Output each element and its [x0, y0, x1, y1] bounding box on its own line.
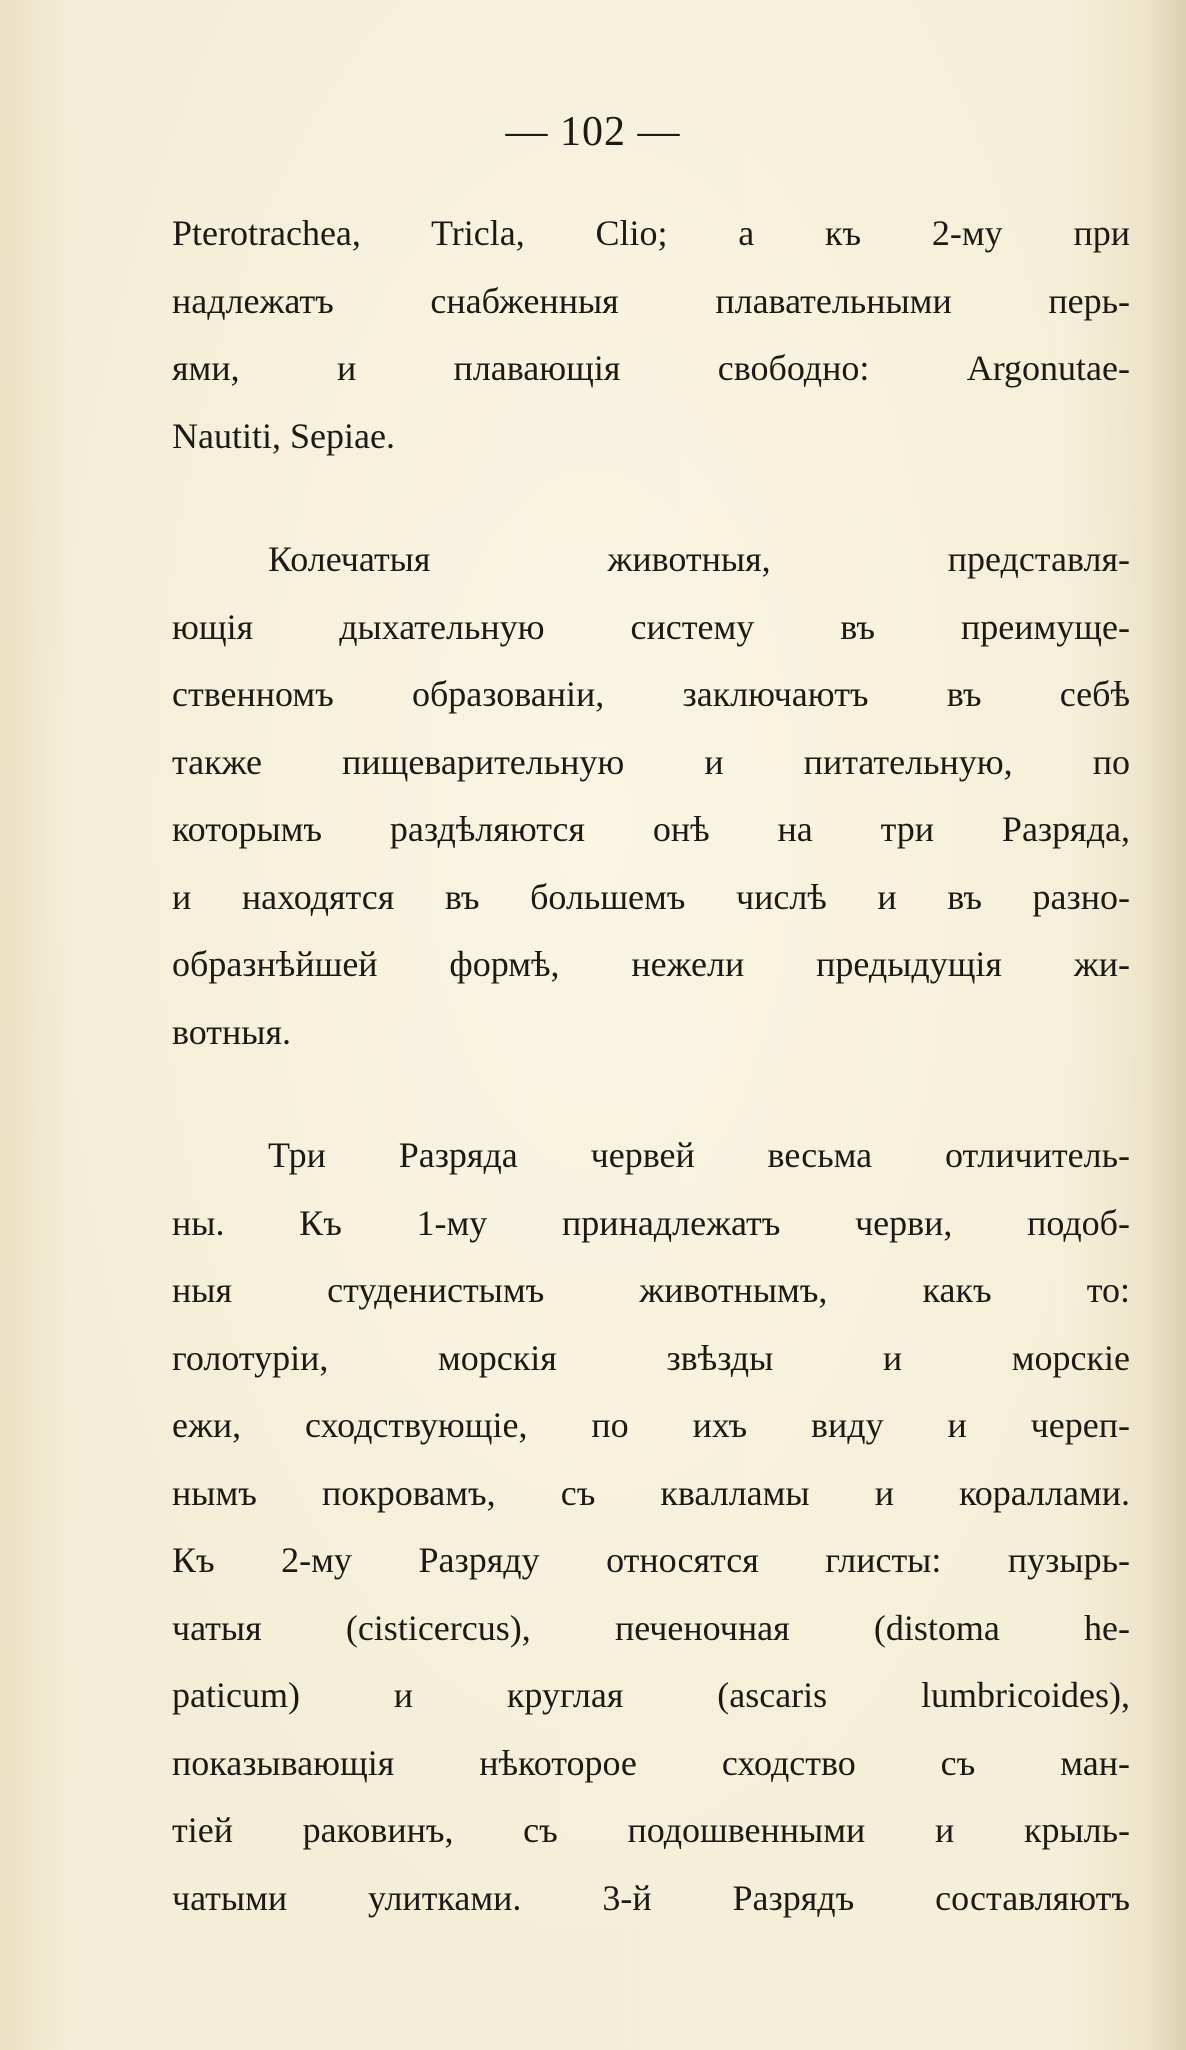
paragraph-3: [172, 1122, 1130, 1932]
text-line: образнѣйшей формѣ, нежели предыдущія жи-: [172, 944, 1130, 984]
text-line: ныя студенистымъ животнымъ, какъ то:: [172, 1270, 1130, 1310]
text-line: paticum) и круглая (ascaris lumbricoides),: [172, 1675, 1130, 1715]
text-line: вотныя.: [172, 1011, 292, 1052]
page-edge-shadow: [1146, 0, 1186, 2050]
page-number: — 102 —: [505, 109, 681, 155]
text-line: ями, и плавающія свободно: Argonutae-: [172, 348, 1130, 388]
text-line: голотуріи, морскія звѣзды и морскіе: [172, 1337, 1130, 1378]
text-line: чатыми улитками. 3-й Разрядъ составляютъ: [172, 1877, 1130, 1918]
text-line: чатыя (cisticercus), печеночная (distoma he-: [172, 1607, 1130, 1648]
paragraph-2: [172, 526, 1130, 1066]
text-line: надлежатъ снабженныя плавательными перь-: [172, 280, 1130, 321]
text-line: также пищеварительную и питательную, по: [172, 741, 1130, 782]
text-line: показывающія нѣкоторое сходство съ ман-: [172, 1742, 1130, 1783]
text-line: Три Разряда червей весьма отличитель-: [268, 1135, 1130, 1175]
text-line: и находятся въ большемъ числѣ и въ разно-: [172, 876, 1130, 917]
body-text: [172, 200, 1130, 1988]
text-line: Nautiti, Sepiae.: [172, 415, 395, 456]
text-line: Pterotrachea, Tricla, Clio; а къ 2-му при: [172, 213, 1130, 253]
text-line: ны. Къ 1-му принадлежатъ черви, подоб-: [172, 1202, 1130, 1243]
text-line: нымъ покровамъ, съ квалламы и кораллами.: [172, 1472, 1130, 1513]
text-line: которымъ раздѣляются онѣ на три Разряда,: [172, 809, 1130, 849]
text-line: ственномъ образованіи, заключаютъ въ себѣ: [172, 674, 1130, 714]
text-line: Колечатыя животныя, представля-: [268, 539, 1130, 579]
paragraph-1: [172, 200, 1130, 470]
text-line: ежи, сходствующіе, по ихъ виду и череп-: [172, 1405, 1130, 1445]
text-line: ющія дыхательную систему въ преимуще-: [172, 606, 1130, 647]
text-line: тіей раковинъ, съ подошвенными и крыль-: [172, 1810, 1130, 1850]
text-line: Къ 2-му Разряду относятся глисты: пузырь-: [172, 1540, 1130, 1580]
